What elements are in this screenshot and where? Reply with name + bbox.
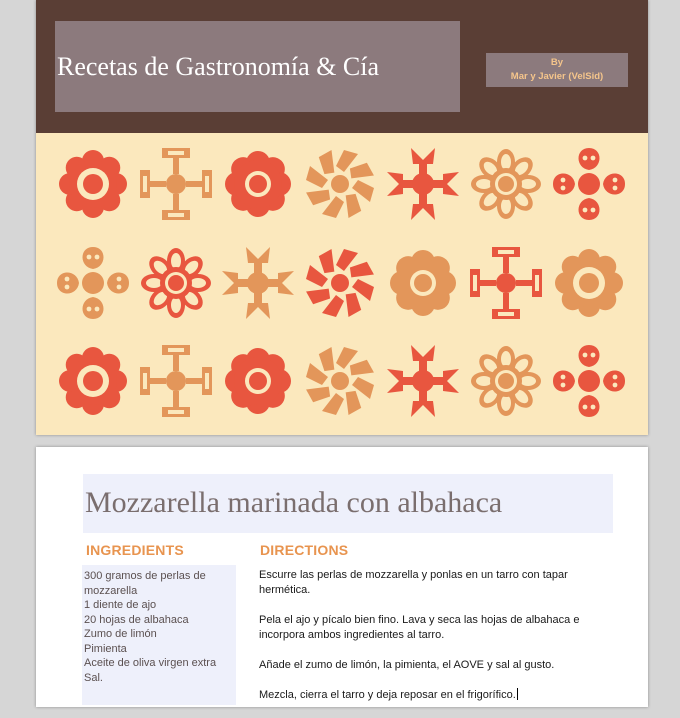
ingredient-item: Sal. xyxy=(84,671,103,684)
pinwheel-motif xyxy=(303,246,377,320)
ingredient-item: Pimienta xyxy=(84,642,127,655)
drop-cross-motif xyxy=(553,148,625,220)
author-names: Mar y Javier (VelSid) xyxy=(510,71,604,82)
t-cross-motif xyxy=(140,345,212,417)
pattern-svg xyxy=(36,133,648,435)
ingredient-item: 300 gramos de perlas de mozzarella xyxy=(84,570,206,597)
flower-scalloped-motif xyxy=(59,150,127,218)
ingredients-list xyxy=(82,565,236,685)
flower-daisy-motif xyxy=(471,149,541,219)
cover-page xyxy=(36,0,648,435)
t-cross-motif xyxy=(140,148,212,220)
author-by: By xyxy=(550,57,564,68)
bow-cross-motif xyxy=(387,345,459,417)
flower-scalloped-motif xyxy=(59,347,127,415)
flower-solid-motif xyxy=(225,348,291,414)
ingredient-item: 20 hojas de albahaca xyxy=(84,613,189,626)
bow-cross-motif xyxy=(387,148,459,220)
flower-solid-motif xyxy=(225,151,291,217)
directions-heading: DIRECTIONS xyxy=(260,542,349,558)
decorative-pattern xyxy=(36,133,648,435)
text-cursor xyxy=(517,688,518,700)
recipe-title-box xyxy=(83,474,613,533)
pinwheel-motif xyxy=(303,344,377,418)
ingredients-heading: INGREDIENTS xyxy=(86,542,184,558)
recipe-title: Mozzarella marinada con albahaca xyxy=(85,486,503,519)
pinwheel-motif xyxy=(303,147,377,221)
drop-cross-motif xyxy=(57,247,129,319)
flower-scalloped-motif xyxy=(555,249,623,317)
direction-step-last[interactable] xyxy=(259,688,589,703)
flower-solid-motif xyxy=(390,250,456,316)
ingredient-item: 1 diente de ajo xyxy=(84,599,157,611)
cover-title-box xyxy=(55,21,460,112)
recipe-page xyxy=(36,447,648,707)
directions-text xyxy=(259,568,589,718)
t-cross-motif xyxy=(470,247,542,319)
cover-banner xyxy=(36,0,648,133)
cover-title: Recetas de Gastronomía & Cía xyxy=(57,51,380,81)
author-box xyxy=(486,53,628,87)
flower-daisy-motif xyxy=(471,346,541,416)
ingredient-item: Aceite de oliva virgen extra xyxy=(84,657,217,669)
drop-cross-motif xyxy=(553,345,625,417)
ingredients-box xyxy=(82,565,236,705)
direction-step: Escurre las perlas de mozzarella y ponlas en un tarro con tapar hermética. xyxy=(259,569,568,596)
ingredient-item: Zumo de limón xyxy=(84,628,157,640)
direction-step: Pela el ajo y pícalo bien fino. Lava y seca las hojas de albahaca e incorpora ambos ingredientes al tarro. xyxy=(259,614,580,641)
bow-cross-motif xyxy=(222,247,294,319)
direction-step-text: Mezcla, cierra el tarro y deja reposar en el frigorífico. xyxy=(259,689,516,701)
flower-daisy-motif xyxy=(141,248,211,318)
direction-step: Añade el zumo de limón, la pimienta, el AOVE y sal al gusto. xyxy=(259,659,555,671)
